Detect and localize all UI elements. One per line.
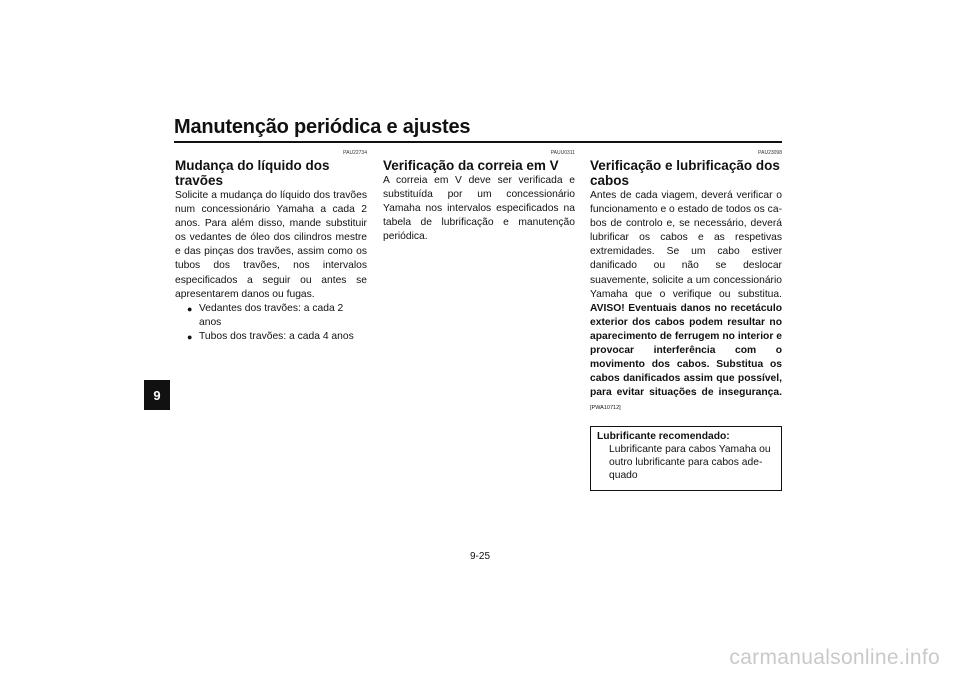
title-rule bbox=[174, 141, 782, 143]
section-brake-fluid bbox=[175, 150, 367, 344]
section-v-belt bbox=[383, 150, 575, 244]
list-item: ● Tubos dos travões: a cada 4 anos bbox=[187, 330, 367, 344]
bullet-icon: ● bbox=[187, 331, 193, 342]
section-heading: Mudança do líquido dos travões bbox=[175, 158, 330, 188]
lubricant-box-title: Lubrificante recomendado: bbox=[597, 430, 730, 442]
section-heading: Verificação da correia em V bbox=[383, 158, 559, 173]
section-heading: Verificação e lubrificação dos cabos bbox=[590, 158, 780, 188]
section-body: Antes de cada viagem, deverá verificar o funcionamento e o estado de todos os cabos de controlo e, se necessário, deverá lubrificar os cabos e as respetivas extremidades. Se um cabo estiver danificado ou não se deslocar suavemente, solicite a um concessionário Yamaha que o verifique ou substitua. AVISO! Eventuais danos no recetáculo exterior dos cabos podem resultar no aparecimento de ferrugem no interior e provocar interferência com o movimento dos cabos. Substitua os cabos danificados assim que possível, para evitar situações de insegurança. [PWA10712] bbox=[590, 190, 782, 412]
warning-text: AVISO! Eventuais danos no recetáculo exterior dos cabos podem resultar no aparecimento de ferrugem no interior e provocar interferência com o movimento dos cabos. Substitua os cabos danificados assim que possível, para evitar situações de insegurança. bbox=[590, 302, 782, 399]
section-code: PAUU0311 bbox=[550, 150, 575, 156]
section-code: PAU22734 bbox=[343, 150, 367, 156]
watermark: carmanualsonline.info bbox=[729, 646, 940, 669]
section-cables bbox=[590, 150, 782, 491]
lubricant-box bbox=[590, 426, 782, 491]
chapter-tab: 9 bbox=[144, 380, 170, 410]
bullet-icon: ● bbox=[187, 303, 193, 314]
section-body: A correia em V deve ser verificada e substituída por um concessionário Yamaha nos intervalos especificados na tabela de lubrificação e manutenção periódica. bbox=[383, 175, 575, 243]
page-title: Manutenção periódica e ajustes bbox=[174, 116, 471, 138]
list-item: ● Vedantes dos travões: a cada 2 anos bbox=[187, 302, 367, 330]
page-number: 9-25 bbox=[469, 551, 490, 562]
bullet-list bbox=[175, 302, 367, 344]
section-body: Solicite a mudança do líquido dos travões num concessionário Yamaha a cada 2 anos. Para além disso, mande substituir os vedantes de óleo dos cilindros mestre e das pinças dos travões, assim como os tubos dos travões, nos intervalos especificados a seguir ou antes se apresentarem danos ou fugas. bbox=[175, 190, 367, 300]
lubricant-box-text: Lubrificante para cabos Yamaha ou outro lubrificante para cabos adequado bbox=[609, 443, 771, 481]
warning-code: [PWA10712] bbox=[590, 405, 621, 412]
section-code: PAU23098 bbox=[758, 150, 782, 156]
